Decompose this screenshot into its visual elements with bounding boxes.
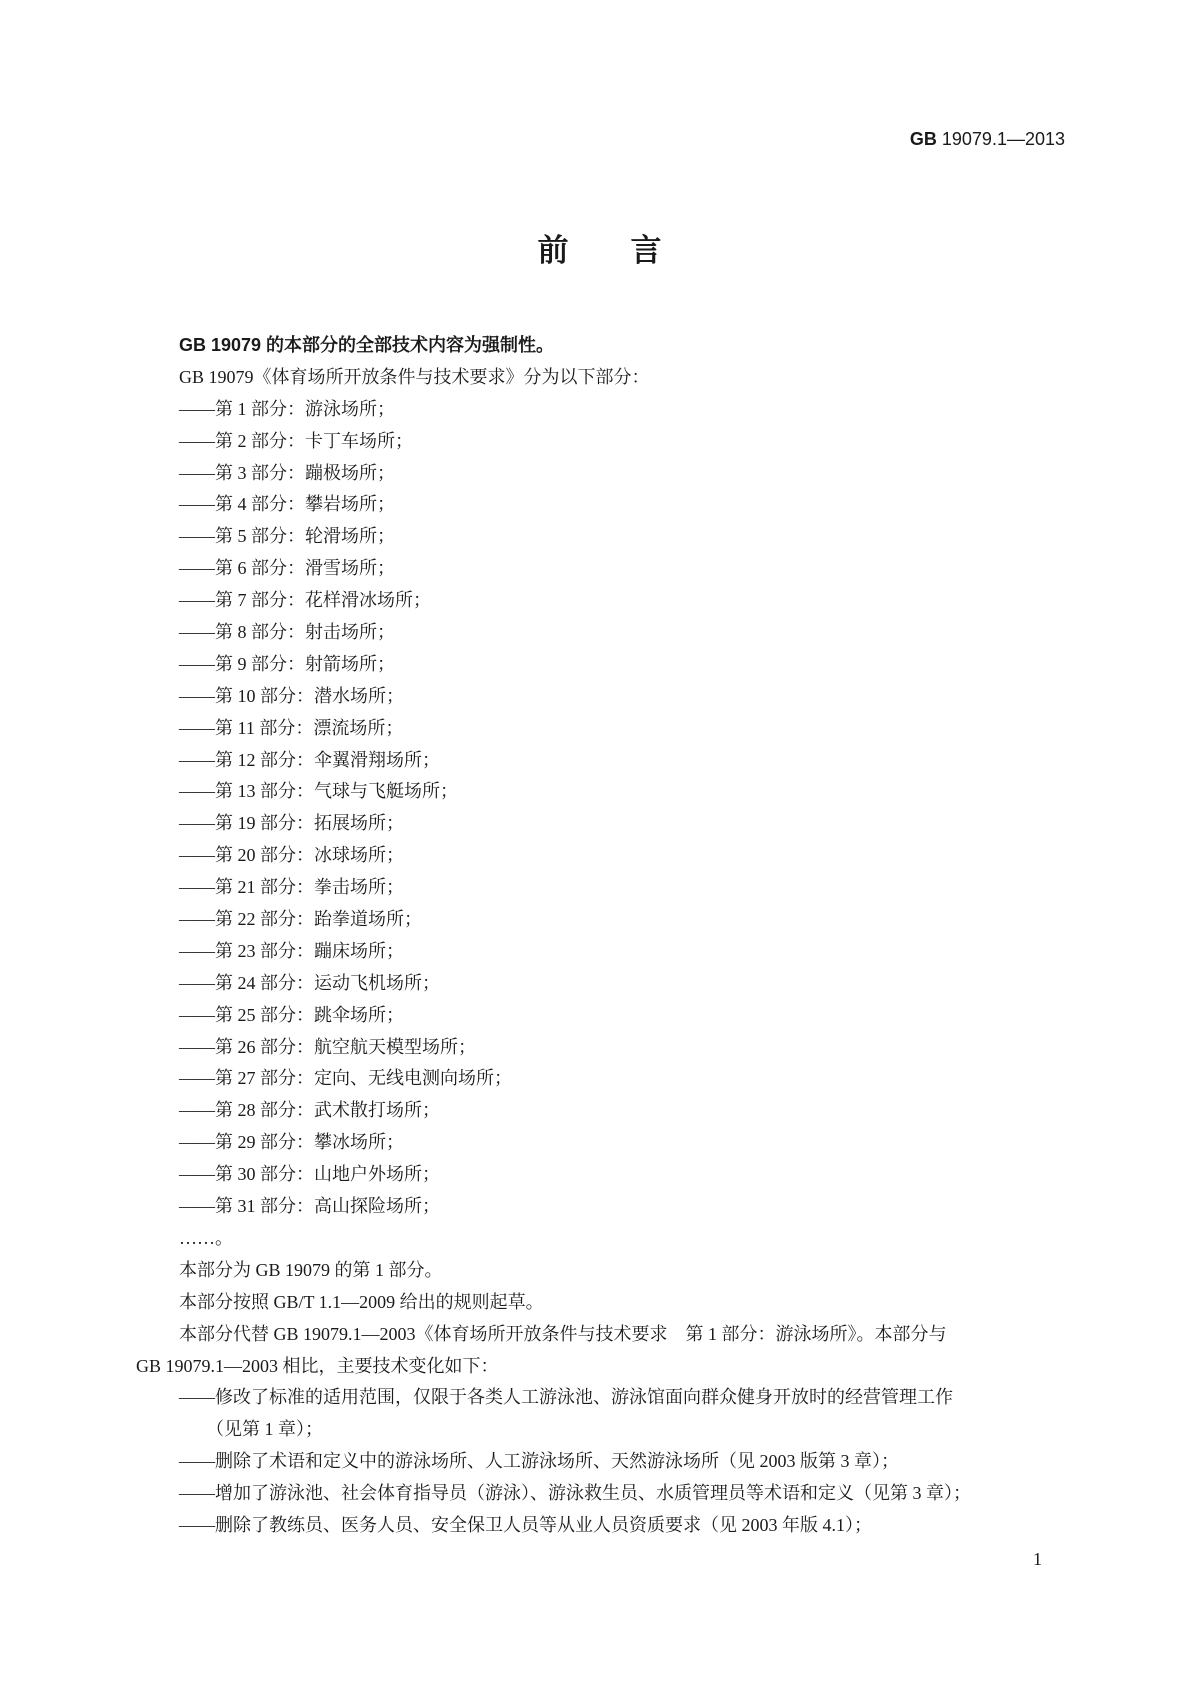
mandatory-statement: GB 19079 的本部分的全部技术内容为强制性。 (179, 335, 555, 355)
page-title: 前 言 (537, 233, 662, 268)
list-ellipsis: ……。 (179, 1227, 233, 1248)
part-list-item: ——第 3 部分：蹦极场所； (179, 462, 395, 483)
part-list-item: ——第 25 部分：跳伞场所； (179, 1004, 404, 1025)
standard-code-number: 19079.1—2013 (941, 129, 1065, 149)
this-part-statement: 本部分为 GB 19079 的第 1 部分。 (179, 1259, 443, 1280)
part-list-item: ——第 2 部分：卡丁车场所； (179, 430, 413, 451)
part-list-item: ——第 26 部分：航空航天模型场所； (179, 1036, 476, 1057)
part-list-item: ——第 20 部分：冰球场所； (179, 845, 404, 866)
part-list-item: ——第 7 部分：花样滑冰场所； (179, 590, 431, 611)
standard-code-prefix: GB (909, 129, 937, 149)
part-list-item: ——第 31 部分：高山探险场所； (179, 1196, 440, 1217)
foreword-body (0, 330, 1191, 1542)
part-list-item: ——第 13 部分：气球与飞艇场所； (179, 781, 458, 802)
part-list-item: ——第 9 部分：射箭场所； (179, 653, 395, 674)
part-list-item: ——第 30 部分：山地户外场所； (179, 1164, 440, 1185)
part-list-item: ——第 27 部分：定向、无线电测向场所； (179, 1068, 512, 1089)
change-item-continuation: （见第 1 章）； (206, 1419, 323, 1440)
part-list-item: ——第 19 部分：拓展场所； (179, 813, 404, 834)
part-list-item: ——第 5 部分：轮滑场所； (179, 526, 395, 547)
page-number: 1 (1033, 1549, 1042, 1569)
change-item: ——删除了教练员、医务人员、安全保卫人员等从业人员资质要求（见 2003 年版 4.1）； (179, 1514, 872, 1535)
part-list-item: ——第 12 部分：伞翼滑翔场所； (179, 749, 440, 770)
part-list-item: ——第 6 部分：滑雪场所； (179, 558, 395, 579)
parts-intro: GB 19079《体育场所开放条件与技术要求》分为以下部分： (179, 366, 650, 387)
drafting-rules-statement: 本部分按照 GB/T 1.1—2009 给出的规则起草。 (179, 1291, 544, 1312)
standard-code-header (910, 127, 1065, 151)
change-item: ——删除了术语和定义中的游泳场所、人工游泳场所、天然游泳场所（见 2003 版第 3 章）； (179, 1451, 899, 1472)
part-list-item: ——第 28 部分：武术散打场所； (179, 1100, 440, 1121)
part-list-item: ——第 10 部分：潜水场所； (179, 685, 404, 706)
replaces-statement-line-2: GB 19079.1—2003 相比，主要技术变化如下： (136, 1355, 499, 1376)
part-list-item: ——第 21 部分：拳击场所； (179, 877, 404, 898)
part-list-item: ——第 22 部分：跆拳道场所； (179, 909, 422, 930)
change-item: ——修改了标准的适用范围，仅限于各类人工游泳池、游泳馆面向群众健身开放时的经营管理工作 (179, 1387, 953, 1408)
replaces-statement-line-1: 本部分代替 GB 19079.1—2003《体育场所开放条件与技术要求 第 1 部分：游泳场所》。本部分与 (179, 1323, 947, 1344)
part-list-item: ——第 29 部分：攀冰场所； (179, 1132, 404, 1153)
part-list-item: ——第 24 部分：运动飞机场所； (179, 972, 440, 993)
part-list-item: ——第 23 部分：蹦床场所； (179, 940, 404, 961)
part-list-item: ——第 11 部分：漂流场所； (179, 717, 404, 738)
part-list-item: ——第 1 部分：游泳场所； (179, 398, 395, 419)
change-item: ——增加了游泳池、社会体育指导员（游泳）、游泳救生员、水质管理员等术语和定义（见第 3 章）； (179, 1483, 971, 1504)
part-list-item: ——第 8 部分：射击场所； (179, 622, 395, 643)
part-list-item: ——第 4 部分：攀岩场所； (179, 494, 395, 515)
